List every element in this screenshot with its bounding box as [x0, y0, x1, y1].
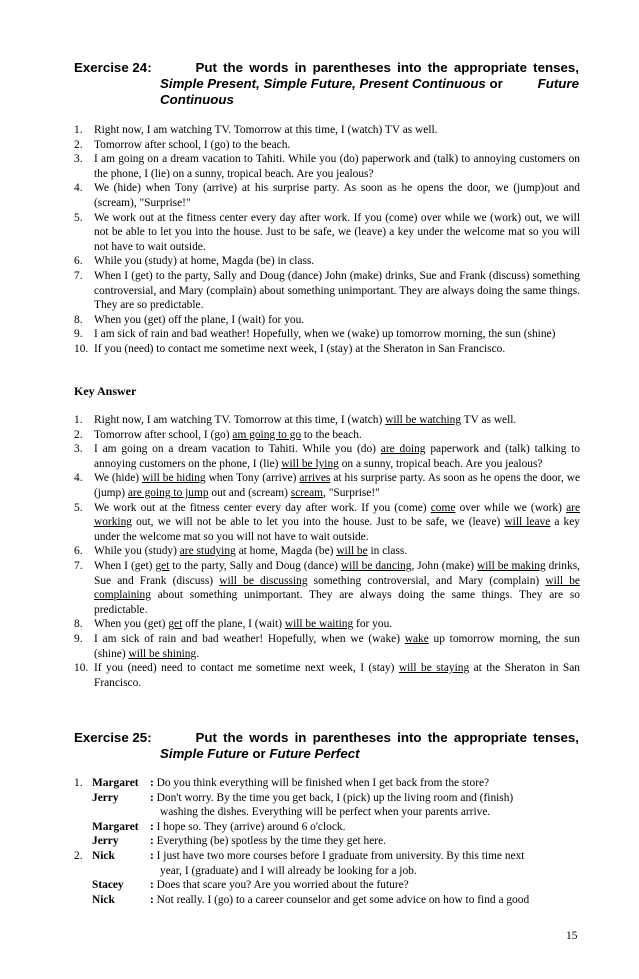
item-number: 4. [74, 472, 83, 485]
answer-text: TV as well. [461, 414, 517, 426]
answer-underlined: will be shining [128, 647, 197, 660]
answer-underlined: are going to jump [127, 486, 209, 499]
dialog-body: I hope so. They (arrive) around 6 o'clock. [156, 820, 346, 833]
answer-underlined: are working [94, 501, 580, 529]
dialog-line [74, 776, 582, 791]
answer-text: for you. [353, 618, 393, 631]
dialog-number [74, 820, 92, 835]
exercise-24-item [74, 152, 580, 181]
exercise-24-tenses-a: Simple Present, Simple Future, Present Continuous [160, 76, 486, 91]
dialog-number [74, 893, 92, 908]
exercise-24-item [74, 211, 580, 255]
answer-underlined: will leave [504, 516, 551, 529]
speaker-name: Margaret [92, 777, 139, 789]
answer-text: at the Sheraton in San Francisco. [94, 662, 580, 689]
exercise-24-item [74, 181, 580, 210]
speaker-colon: : [150, 777, 157, 789]
exercise-24-item [74, 254, 580, 269]
item-number: 1. [74, 414, 83, 426]
speaker-colon: : [150, 835, 157, 848]
item-number: 8. [74, 313, 83, 326]
answer-text: We (hide) [94, 472, 143, 485]
answer-underlined: are doing [380, 443, 426, 456]
answer-text: over while we (work) [455, 501, 567, 514]
dialog-text [150, 849, 582, 864]
item-number: 6. [74, 545, 83, 558]
answer-text: something controversial, and Mary (complain) [307, 574, 546, 587]
answer-text: out, we will not be able to let you into the house. Just to be safe, we (leave) [131, 516, 505, 529]
answer-text: at his surprise party. As soon as he opens the door, we (jump) [94, 472, 580, 499]
key-answer-item [74, 428, 580, 443]
item-number: 9. [74, 328, 83, 341]
answer-text: in class. [367, 545, 408, 558]
dialog-body: Everything (be) spotless by the time they get here. [156, 835, 386, 848]
answer-text: While you (study) [94, 545, 180, 558]
answer-underlined: will be discussing [219, 574, 308, 587]
key-answer-item [74, 544, 580, 559]
speaker-colon: : [150, 893, 157, 906]
answer-text: at home, Magda (be) [235, 545, 337, 558]
dialog-text [150, 820, 582, 835]
dialog-continuation: year, I (graduate) and I will already be looking for a job. [160, 864, 417, 877]
answer-text: When I (get) [94, 559, 156, 572]
answer-underlined: will be watching [385, 414, 462, 426]
item-number: 10. [74, 662, 89, 675]
key-answer-item [74, 471, 580, 500]
speaker-name: Jerry [92, 835, 119, 848]
dialog-line [74, 878, 582, 893]
dialog-line [74, 849, 582, 864]
dialog-body: Does that scare you? Are you worried about the future? [156, 879, 409, 892]
dialog-line [74, 791, 582, 806]
answer-underlined: are studying [179, 545, 236, 558]
key-answer-item [74, 413, 580, 428]
item-number: 7. [74, 269, 83, 282]
page-number: 15 [566, 930, 578, 942]
key-answer-item [74, 559, 580, 617]
answer-text: We work out at the fitness center every day after work. If you (come) [94, 501, 431, 514]
speaker-colon: : [150, 791, 157, 804]
exercise-24-tenses-c: Continuous [160, 92, 234, 107]
item-number: 6. [74, 255, 83, 268]
answer-underlined: will be waiting [284, 618, 354, 631]
item-text: When I (get) to the party, Sally and Doug (dance) John (make) drinks, Sue and Frank (discuss) something controversial, and Mary (complain) about something unimportant. They are always doing the same things. They are so predictable. [94, 269, 580, 312]
item-number: 9. [74, 632, 83, 645]
item-text: We work out at the fitness center every day after work. If you (come) over while we (work) out, we will not be able to let you into the house. Just to be safe, we (leave) a key under the welcome mat so you will not have to wait outside. [94, 211, 580, 253]
item-number: 10. [74, 342, 89, 355]
dialog-text [150, 878, 582, 893]
speaker-name: Nick [92, 849, 115, 862]
dialog-number [74, 878, 92, 893]
dialog-continuation: washing the dishes. Everything will be perfect when your parents arrive. [160, 806, 491, 819]
answer-underlined: will be staying [398, 662, 470, 675]
item-text: Tomorrow after school, I (go) to the beach. [94, 138, 291, 151]
dialog-number: 2. [74, 849, 83, 862]
item-text: If you (need) to contact me sometime next week, I (stay) at the Sheraton in San Francisco. [94, 342, 506, 355]
answer-text: I am going on a dream vacation to Tahiti. While you (do) [94, 443, 381, 456]
item-text: We (hide) when Tony (arrive) at his surprise party. As soon as he opens the door, we (jump)out and (scream), "Surprise!" [94, 182, 580, 209]
answer-text: when Tony (arrive) [205, 472, 300, 485]
answer-underlined: will be complaining [94, 574, 580, 602]
item-number: 3. [74, 153, 83, 166]
exercise-25-or: or [252, 746, 266, 761]
answer-underlined: will be lying [281, 457, 339, 470]
item-text: When you (get) off the plane, I (wait) for you. [94, 313, 305, 326]
exercise-24-instruction: Put the words in parentheses into the appropriate tenses, [195, 60, 579, 75]
item-number: 3. [74, 443, 83, 456]
dialog-line [74, 834, 582, 849]
exercise-24-item [74, 123, 580, 138]
answer-underlined: will be hiding [142, 472, 206, 485]
answer-text: , John (make) [411, 559, 478, 572]
dialog-body: Don't worry. By the time you get back, I (pick) up the living room and (finish) [156, 791, 514, 804]
exercise-25-instruction: Put the words in parentheses into the appropriate tenses, [195, 730, 579, 745]
answer-text: a key under the welcome mat so you will not have to wait outside. [94, 516, 580, 543]
item-number: 4. [74, 182, 83, 195]
item-text: I am going on a dream vacation to Tahiti. While you (do) paperwork and (talk) to annoying customers on the phone, I (lie) on a sunny, tropical beach. Are you jealous? [94, 153, 580, 180]
answer-text: Tomorrow after school, I (go) [94, 428, 233, 441]
exercise-24-item [74, 138, 580, 153]
exercise-25-tense-a: Simple Future [160, 746, 249, 761]
dialog-text [150, 834, 582, 849]
exercise-25-dialogs [74, 776, 582, 907]
exercise-25-tense-b: Future Perfect [269, 746, 360, 761]
dialog-body: Do you think everything will be finished when I get back from the store? [156, 777, 490, 789]
dialog-text [150, 791, 582, 806]
speaker-colon: : [150, 849, 157, 862]
answer-underlined: will be [336, 545, 368, 558]
item-text: While you (study) at home, Magda (be) in class. [94, 255, 315, 268]
answer-underlined: get [168, 618, 183, 631]
key-answer-item [74, 442, 580, 471]
dialog-number: 1. [74, 777, 83, 789]
exercise-24-label: Exercise 24: [74, 60, 152, 75]
item-number: 5. [74, 501, 83, 514]
speaker-name: Margaret [92, 820, 139, 833]
item-number: 8. [74, 618, 83, 631]
item-number: 2. [74, 138, 83, 151]
item-text: Right now, I am watching TV. Tomorrow at this time, I (watch) TV as well. [94, 124, 438, 136]
item-number: 7. [74, 559, 83, 572]
answer-underlined: will be making [477, 559, 546, 572]
speaker-colon: : [150, 879, 157, 892]
dialog-number [74, 791, 92, 806]
key-answer-item [74, 501, 580, 545]
answer-underlined: wake [404, 632, 429, 645]
answer-underlined: am going to go [232, 428, 302, 441]
key-answer-item [74, 661, 580, 690]
answer-text: about something unimportant. They are always doing the same things. They are so predictable. [94, 589, 580, 616]
dialog-line [74, 820, 582, 835]
answer-text: Right now, I am watching TV. Tomorrow at this time, I (watch) [94, 414, 386, 426]
answer-underlined: arrives [299, 472, 331, 485]
dialog-number [74, 834, 92, 849]
speaker-name: Jerry [92, 791, 119, 804]
exercise-24-item [74, 313, 580, 328]
item-number: 2. [74, 428, 83, 441]
answer-text: If you (need) need to contact me sometime next week, I (stay) [94, 662, 399, 675]
answer-underlined: will be dancing [340, 559, 412, 572]
exercise-24-or: or [489, 76, 503, 91]
speaker-name: Stacey [92, 879, 124, 892]
key-answer-list [74, 413, 580, 690]
answer-text: on a sunny, tropical beach. Are you jealous? [338, 457, 543, 470]
dialog-body: I just have two more courses before I graduate from university. By this time next [156, 849, 525, 862]
exercise-24-item [74, 327, 580, 342]
answer-text: drinks, Sue and Frank (discuss) [94, 559, 580, 587]
key-answer-item [74, 632, 580, 661]
item-text: I am sick of rain and bad weather! Hopefully, when we (wake) up tomorrow morning, the sun (shine) [94, 328, 556, 341]
key-answer-title: Key Answer [74, 384, 137, 398]
answer-text: up tomorrow morning, the sun (shine) [94, 632, 580, 660]
answer-text: to the beach. [301, 428, 362, 441]
key-answer-item [74, 617, 580, 632]
answer-text: paperwork and (talk) talking to annoying customers on the phone, I (lie) [94, 443, 580, 470]
answer-text: out and (scream) [208, 486, 291, 499]
exercise-25-label: Exercise 25: [74, 730, 152, 745]
dialog-body: Not really. I (go) to a career counselor and get some advice on how to find a good [156, 893, 530, 906]
dialog-text [150, 776, 582, 791]
answer-text: , "Surprise!" [323, 486, 380, 499]
answer-underlined: scream [290, 486, 324, 499]
answer-text: off the plane, I (wait) [182, 618, 285, 631]
exercise-24-item [74, 342, 580, 357]
speaker-colon: : [150, 820, 157, 833]
answer-text: When you (get) [94, 618, 169, 631]
answer-text: I am sick of rain and bad weather! Hopefully, when we (wake) [94, 632, 405, 645]
answer-text: to the party, Sally and Doug (dance) [169, 559, 341, 572]
dialog-line [74, 893, 582, 908]
exercise-25-heading [74, 730, 579, 762]
item-number: 5. [74, 211, 83, 224]
speaker-name: Nick [92, 893, 115, 906]
item-number: 1. [74, 124, 83, 136]
answer-underlined: get [155, 559, 170, 572]
answer-underlined: come [430, 501, 456, 514]
dialog-text [150, 893, 582, 908]
exercise-24-item [74, 269, 580, 313]
answer-text: . [196, 647, 200, 660]
exercise-24-heading [74, 60, 579, 108]
exercise-24-list [74, 123, 580, 357]
exercise-24-tenses-b: Future [537, 76, 579, 91]
